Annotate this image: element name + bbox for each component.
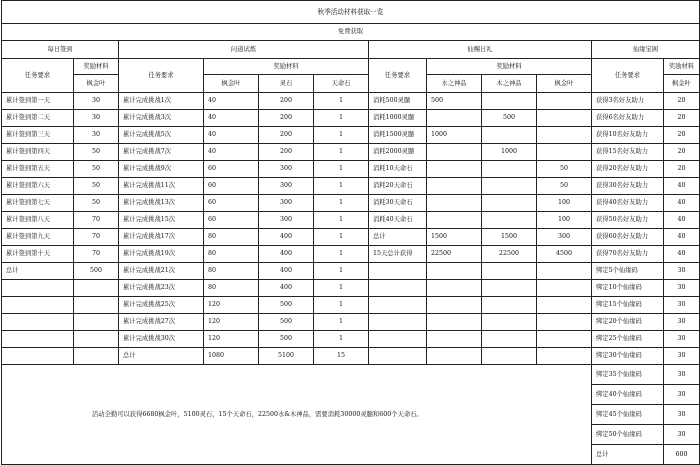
ask-lingshi-cell: 200	[259, 110, 314, 127]
daily-maple-cell: 30	[74, 110, 119, 127]
section-ask-title: 问道试炼	[119, 41, 369, 59]
immortal-wood-cell	[482, 127, 537, 144]
ask-task-cell: 累计完成挑战1次	[119, 93, 204, 110]
immortal-water-cell	[427, 297, 482, 314]
immortal-task-cell	[369, 331, 427, 348]
immortal-water-cell	[427, 195, 482, 212]
daily-task-cell: 总计	[2, 263, 74, 280]
ask-lingshi-header: 灵石	[259, 75, 314, 93]
table-row	[2, 110, 700, 127]
treasure-task-header: 任务要求	[592, 59, 664, 93]
ask-task-cell: 累计完成挑战11次	[119, 178, 204, 195]
treasure-maple-cell: 30	[664, 331, 700, 348]
ask-tianming-cell: 1	[314, 110, 369, 127]
treasure-maple-cell: 40	[664, 195, 700, 212]
immortal-water-cell	[427, 110, 482, 127]
ask-tianming-cell: 1	[314, 331, 369, 348]
daily-task-cell: 累计签到第八天	[2, 212, 74, 229]
daily-task-cell	[2, 280, 74, 297]
immortal-task-header: 任务要求	[369, 59, 427, 93]
ask-lingshi-cell: 300	[259, 161, 314, 178]
treasure-task-cell: 绑定35个仙缘码	[592, 365, 664, 385]
ask-task-cell: 累计完成挑战3次	[119, 110, 204, 127]
ask-task-cell: 累计完成挑战21次	[119, 263, 204, 280]
immortal-wood-cell	[482, 280, 537, 297]
immortal-maple-cell	[537, 280, 592, 297]
section-immortal-title: 仙赐日礼	[369, 41, 592, 59]
ask-maple-cell: 60	[204, 212, 259, 229]
immortal-wood-header: 木之神品	[482, 75, 537, 93]
table-row	[2, 161, 700, 178]
immortal-task-cell	[369, 348, 427, 365]
treasure-task-cell: 获得30名好友助力	[592, 178, 664, 195]
immortal-wood-cell	[482, 331, 537, 348]
treasure-maple-cell: 20	[664, 144, 700, 161]
ask-task-cell: 累计完成挑战13次	[119, 195, 204, 212]
ask-task-cell: 累计完成挑战15次	[119, 212, 204, 229]
daily-task-cell: 累计签到第三天	[2, 127, 74, 144]
treasure-task-cell: 获得3名好友助力	[592, 93, 664, 110]
ask-lingshi-cell: 300	[259, 178, 314, 195]
ask-task-cell: 累计完成挑战23次	[119, 280, 204, 297]
ask-maple-cell: 80	[204, 246, 259, 263]
immortal-maple-cell: 300	[537, 229, 592, 246]
ask-maple-header: 枫金叶	[204, 75, 259, 93]
ask-lingshi-cell: 200	[259, 93, 314, 110]
ask-maple-cell: 40	[204, 93, 259, 110]
daily-task-cell: 累计签到第七天	[2, 195, 74, 212]
ask-lingshi-cell: 500	[259, 297, 314, 314]
immortal-wood-cell: 22500	[482, 246, 537, 263]
treasure-task-cell: 绑定50个仙缘码	[592, 425, 664, 445]
immortal-wood-cell: 1500	[482, 229, 537, 246]
table-row	[2, 263, 700, 280]
summary-text: 活动全勤可以获得6680枫金叶，5100灵石，15个天命石，22500水&木神品，需要消耗30000灵髓和600个天命石。	[2, 365, 592, 465]
ask-tianming-cell: 1	[314, 127, 369, 144]
immortal-water-cell: 22500	[427, 246, 482, 263]
immortal-water-cell	[427, 348, 482, 365]
treasure-task-cell: 获得60名好友助力	[592, 229, 664, 246]
ask-lingshi-cell: 300	[259, 212, 314, 229]
treasure-task-cell: 绑定40个仙缘码	[592, 385, 664, 405]
ask-task-cell: 累计完成挑战27次	[119, 314, 204, 331]
treasure-task-cell: 绑定15个仙缘码	[592, 297, 664, 314]
ask-task-cell: 累计完成挑战19次	[119, 246, 204, 263]
immortal-task-cell	[369, 263, 427, 280]
ask-lingshi-cell: 500	[259, 331, 314, 348]
ask-tianming-cell: 1	[314, 144, 369, 161]
immortal-water-cell	[427, 280, 482, 297]
immortal-wood-cell: 1000	[482, 144, 537, 161]
treasure-maple-cell: 20	[664, 110, 700, 127]
treasure-task-cell: 绑定45个仙缘码	[592, 405, 664, 425]
immortal-maple-cell: 4500	[537, 246, 592, 263]
immortal-task-cell: 总计	[369, 229, 427, 246]
immortal-water-cell	[427, 144, 482, 161]
ask-tianming-cell: 1	[314, 280, 369, 297]
ask-tianming-cell: 1	[314, 314, 369, 331]
ask-maple-cell: 80	[204, 280, 259, 297]
immortal-water-cell	[427, 331, 482, 348]
treasure-task-cell: 获得40名好友助力	[592, 195, 664, 212]
ask-maple-cell: 60	[204, 161, 259, 178]
ask-lingshi-cell: 400	[259, 280, 314, 297]
ask-task-cell: 累计完成挑战17次	[119, 229, 204, 246]
ask-maple-cell: 80	[204, 263, 259, 280]
ask-tianming-cell: 1	[314, 161, 369, 178]
table-row	[2, 297, 700, 314]
daily-task-cell: 累计签到第四天	[2, 144, 74, 161]
immortal-task-cell: 15天总计获得	[369, 246, 427, 263]
immortal-maple-cell	[537, 314, 592, 331]
treasure-task-cell: 绑定5个仙缘码	[592, 263, 664, 280]
immortal-maple-cell	[537, 144, 592, 161]
daily-task-header: 任务要求	[2, 59, 74, 93]
ask-task-cell: 总计	[119, 348, 204, 365]
daily-task-cell: 累计签到第二天	[2, 110, 74, 127]
table-row	[2, 212, 700, 229]
immortal-water-cell	[427, 161, 482, 178]
table-row	[2, 178, 700, 195]
treasure-maple-cell: 30	[664, 314, 700, 331]
immortal-wood-cell	[482, 348, 537, 365]
table-row	[2, 229, 700, 246]
table-row	[2, 93, 700, 110]
immortal-water-header: 水之神品	[427, 75, 482, 93]
ask-lingshi-cell: 5100	[259, 348, 314, 365]
treasure-maple-cell: 30	[664, 348, 700, 365]
immortal-maple-header: 枫金叶	[537, 75, 592, 93]
treasure-maple-cell: 30	[664, 425, 700, 445]
treasure-task-cell: 绑定20个仙缘码	[592, 314, 664, 331]
immortal-wood-cell	[482, 212, 537, 229]
immortal-wood-cell	[482, 263, 537, 280]
treasure-task-cell: 获得50名好友助力	[592, 212, 664, 229]
ask-lingshi-cell: 500	[259, 314, 314, 331]
immortal-water-cell: 1500	[427, 229, 482, 246]
immortal-maple-cell	[537, 127, 592, 144]
daily-task-cell	[2, 314, 74, 331]
immortal-water-cell	[427, 314, 482, 331]
daily-task-cell: 累计签到第九天	[2, 229, 74, 246]
ask-task-cell: 累计完成挑战5次	[119, 127, 204, 144]
ask-maple-cell: 80	[204, 229, 259, 246]
daily-maple-cell: 30	[74, 127, 119, 144]
page-subtitle: 免费获取	[2, 24, 700, 41]
daily-maple-cell	[74, 314, 119, 331]
ask-maple-cell: 120	[204, 314, 259, 331]
immortal-maple-cell: 50	[537, 178, 592, 195]
section-daily-title: 每日签到	[2, 41, 119, 59]
immortal-task-cell: 消耗2000灵髓	[369, 144, 427, 161]
treasure-maple-cell: 40	[664, 246, 700, 263]
immortal-maple-cell	[537, 110, 592, 127]
daily-maple-cell: 500	[74, 263, 119, 280]
immortal-wood-cell	[482, 93, 537, 110]
immortal-task-cell	[369, 314, 427, 331]
ask-task-cell: 累计完成挑战30次	[119, 331, 204, 348]
immortal-maple-cell	[537, 348, 592, 365]
ask-task-cell: 累计完成挑战9次	[119, 161, 204, 178]
treasure-task-cell: 总计	[592, 445, 664, 465]
immortal-wood-cell	[482, 314, 537, 331]
ask-maple-cell: 1080	[204, 348, 259, 365]
immortal-water-cell: 500	[427, 93, 482, 110]
ask-maple-cell: 60	[204, 195, 259, 212]
ask-tianming-cell: 1	[314, 212, 369, 229]
table-row	[2, 280, 700, 297]
treasure-maple-cell: 40	[664, 212, 700, 229]
immortal-water-cell	[427, 263, 482, 280]
treasure-task-cell: 获得6名好友助力	[592, 110, 664, 127]
immortal-task-cell: 消耗20天命石	[369, 178, 427, 195]
ask-tianming-cell: 1	[314, 246, 369, 263]
table-row	[2, 314, 700, 331]
immortal-maple-cell	[537, 263, 592, 280]
immortal-task-cell	[369, 297, 427, 314]
treasure-task-cell: 获得10名好友助力	[592, 127, 664, 144]
treasure-maple-cell: 40	[664, 178, 700, 195]
materials-table	[1, 0, 700, 465]
treasure-maple-cell: 30	[664, 365, 700, 385]
daily-reward-header: 奖励材料	[74, 59, 119, 75]
ask-maple-cell: 40	[204, 110, 259, 127]
immortal-wood-cell	[482, 195, 537, 212]
daily-maple-cell: 50	[74, 195, 119, 212]
ask-lingshi-cell: 400	[259, 263, 314, 280]
immortal-task-cell	[369, 280, 427, 297]
ask-maple-cell: 40	[204, 127, 259, 144]
treasure-maple-cell: 30	[664, 263, 700, 280]
treasure-reward-header: 奖励材料	[664, 59, 700, 75]
table-row	[2, 348, 700, 365]
daily-task-cell: 累计签到第五天	[2, 161, 74, 178]
ask-tianming-cell: 1	[314, 297, 369, 314]
table-row	[2, 195, 700, 212]
ask-tianming-cell: 1	[314, 263, 369, 280]
treasure-maple-cell: 20	[664, 93, 700, 110]
daily-maple-cell: 30	[74, 93, 119, 110]
daily-maple-cell	[74, 331, 119, 348]
daily-maple-cell: 50	[74, 161, 119, 178]
treasure-task-cell: 绑定10个仙缘码	[592, 280, 664, 297]
ask-lingshi-cell: 300	[259, 195, 314, 212]
immortal-reward-header: 奖励材料	[427, 59, 592, 75]
ask-lingshi-cell: 200	[259, 127, 314, 144]
treasure-maple-cell: 20	[664, 127, 700, 144]
daily-maple-cell	[74, 297, 119, 314]
ask-tianming-cell: 1	[314, 195, 369, 212]
immortal-task-cell: 消耗10天命石	[369, 161, 427, 178]
immortal-maple-cell	[537, 297, 592, 314]
immortal-task-cell: 消耗500灵髓	[369, 93, 427, 110]
immortal-task-cell: 消耗1000灵髓	[369, 110, 427, 127]
immortal-maple-cell: 100	[537, 195, 592, 212]
ask-tianming-cell: 1	[314, 93, 369, 110]
treasure-maple-cell: 30	[664, 385, 700, 405]
daily-maple-cell: 70	[74, 246, 119, 263]
immortal-maple-cell: 100	[537, 212, 592, 229]
table-row	[2, 331, 700, 348]
ask-tianming-cell: 15	[314, 348, 369, 365]
ask-tianming-cell: 1	[314, 178, 369, 195]
daily-maple-cell: 50	[74, 178, 119, 195]
treasure-maple-cell: 30	[664, 405, 700, 425]
daily-maple-cell	[74, 348, 119, 365]
immortal-task-cell: 消耗30天命石	[369, 195, 427, 212]
ask-maple-cell: 60	[204, 178, 259, 195]
immortal-water-cell	[427, 212, 482, 229]
immortal-maple-cell	[537, 93, 592, 110]
ask-reward-header: 奖励材料	[204, 59, 369, 75]
treasure-task-cell: 绑定25个仙缘码	[592, 331, 664, 348]
treasure-task-cell: 获得20名好友助力	[592, 161, 664, 178]
daily-task-cell: 累计签到第一天	[2, 93, 74, 110]
treasure-task-cell: 绑定30个仙缘码	[592, 348, 664, 365]
immortal-task-cell: 消耗1500灵髓	[369, 127, 427, 144]
ask-maple-cell: 120	[204, 331, 259, 348]
ask-tianming-cell: 1	[314, 229, 369, 246]
daily-maple-cell	[74, 280, 119, 297]
ask-maple-cell: 120	[204, 297, 259, 314]
section-treasure-title: 仙缘宝阁	[592, 41, 700, 59]
immortal-wood-cell: 500	[482, 110, 537, 127]
treasure-maple-cell: 40	[664, 229, 700, 246]
daily-maple-cell: 50	[74, 144, 119, 161]
daily-maple-cell: 70	[74, 212, 119, 229]
table-row	[2, 246, 700, 263]
treasure-task-cell: 获得70名好友助力	[592, 246, 664, 263]
daily-task-cell: 累计签到第十天	[2, 246, 74, 263]
treasure-maple-cell: 30	[664, 280, 700, 297]
immortal-wood-cell	[482, 161, 537, 178]
treasure-maple-header: 枫金叶	[664, 75, 700, 93]
table-row	[2, 144, 700, 161]
treasure-maple-cell: 30	[664, 297, 700, 314]
ask-lingshi-cell: 200	[259, 144, 314, 161]
immortal-task-cell: 消耗40天命石	[369, 212, 427, 229]
ask-tianming-header: 天命石	[314, 75, 369, 93]
immortal-maple-cell: 50	[537, 161, 592, 178]
treasure-maple-cell: 20	[664, 161, 700, 178]
ask-task-cell: 累计完成挑战7次	[119, 144, 204, 161]
ask-task-header: 任务要求	[119, 59, 204, 93]
daily-maple-header: 枫金叶	[74, 75, 119, 93]
immortal-wood-cell	[482, 297, 537, 314]
ask-maple-cell: 40	[204, 144, 259, 161]
treasure-maple-cell: 600	[664, 445, 700, 465]
immortal-maple-cell	[537, 331, 592, 348]
daily-task-cell: 累计签到第六天	[2, 178, 74, 195]
daily-task-cell	[2, 331, 74, 348]
ask-lingshi-cell: 400	[259, 246, 314, 263]
immortal-water-cell: 1000	[427, 127, 482, 144]
daily-task-cell	[2, 297, 74, 314]
daily-task-cell	[2, 348, 74, 365]
immortal-wood-cell	[482, 178, 537, 195]
ask-lingshi-cell: 400	[259, 229, 314, 246]
treasure-task-cell: 获得15名好友助力	[592, 144, 664, 161]
immortal-water-cell	[427, 178, 482, 195]
table-row	[2, 365, 700, 385]
ask-task-cell: 累计完成挑战25次	[119, 297, 204, 314]
table-row	[2, 127, 700, 144]
page-title: 秋季活动材料获取一览	[2, 1, 700, 24]
daily-maple-cell: 70	[74, 229, 119, 246]
